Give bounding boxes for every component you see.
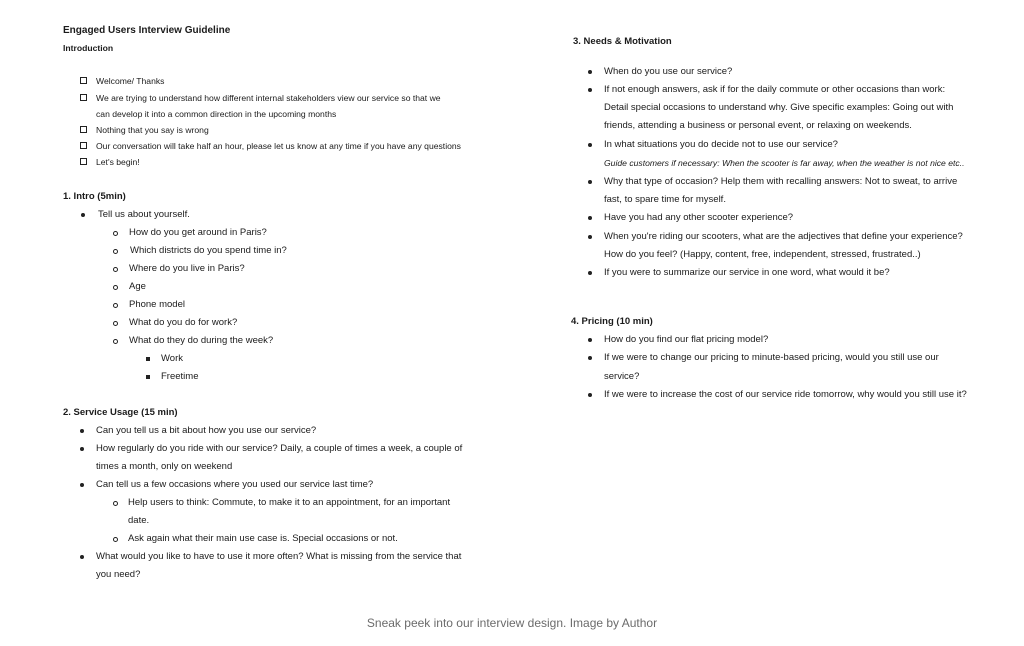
list-item: In what situations you do decide not to use our service? [604,139,838,150]
list-item: Can tell us a few occasions where you used our service last time? [96,479,374,490]
sub-sub-list-item: Freetime [161,371,199,382]
bullet-icon [80,447,84,451]
bullet-icon [588,393,592,397]
checkbox-icon [80,77,87,84]
circle-bullet-icon [113,303,118,308]
list-item: When do you use our service? [604,66,733,77]
bullet-icon [588,216,592,220]
sub-list-item: How do you get around in Paris? [129,227,267,238]
sub-sub-list-item: Work [161,353,183,364]
square-bullet-icon [146,375,150,379]
list-item-continued: you need? [96,569,141,580]
list-item-continued: service? [604,371,640,382]
checkbox-icon [80,94,87,101]
bullet-icon [588,271,592,275]
checklist-item: Welcome/ Thanks [96,76,165,86]
list-item: When you're riding our scooters, what are the adjectives that define your experience? [604,231,963,242]
introduction-heading: Introduction [63,43,114,53]
list-item-continued: friends, attending a business or personal event, or relaxing on weekends. [604,120,912,131]
list-item-continued: times a month, only on weekend [96,461,233,472]
checklist-item: Let's begin! [96,157,140,167]
list-item: Can you tell us a bit about how you use our service? [96,425,317,436]
checklist-item-continued: can develop it into a common direction in the upcoming months [96,109,337,119]
list-item-continued: How do you feel? (Happy, content, free, independent, stressed, frustrated..) [604,249,921,260]
list-item: If not enough answers, ask if for the daily commute or other occasions than work: [604,84,946,95]
list-item-continued: fast, to spare time for myself. [604,194,726,205]
bullet-icon [588,143,592,147]
circle-bullet-icon [113,267,118,272]
sub-list-item: Ask again what their main use case is. Special occasions or not. [128,533,398,544]
bullet-icon [80,429,84,433]
checkbox-icon [80,126,87,133]
section-heading-intro: 1. Intro (5min) [63,191,126,202]
list-item: Why that type of occasion? Help them with recalling answers: Not to sweat, to arrive [604,176,958,187]
bullet-icon [588,180,592,184]
bullet-icon [80,483,84,487]
sub-list-item: Where do you live in Paris? [129,263,245,274]
bullet-icon [588,88,592,92]
bullet-icon [588,235,592,239]
sub-list-item: What do you do for work? [129,317,238,328]
guidance-note: Guide customers if necessary: When the scooter is far away, when the weather is not nice etc.. [604,158,965,168]
list-item: Tell us about yourself. [98,209,190,220]
checklist-item: Our conversation will take half an hour, please let us know at any time if you have any questions [96,141,461,151]
list-item: Have you had any other scooter experience? [604,212,794,223]
checkbox-icon [80,142,87,149]
list-item: If we were to change our pricing to minute-based pricing, would you still use our [604,352,939,363]
circle-bullet-icon [113,285,118,290]
list-item: If we were to increase the cost of our service ride tomorrow, why would you still use it? [604,389,967,400]
circle-bullet-icon [113,501,118,506]
sub-list-item-continued: date. [128,515,150,526]
list-item: How do you find our flat pricing model? [604,334,769,345]
list-item-continued: Detail special occasions to understand why. Give specific examples: Going out with [604,102,954,113]
list-item: If you were to summarize our service in one word, what would it be? [604,267,890,278]
checkbox-icon [80,158,87,165]
circle-bullet-icon [113,339,118,344]
circle-bullet-icon [113,231,118,236]
section-heading-pricing: 4. Pricing (10 min) [571,316,653,327]
sub-list-item: Phone model [129,299,185,310]
list-item: How regularly do you ride with our service? Daily, a couple of times a week, a couple of [96,443,463,454]
sub-list-item: What do they do during the week? [129,335,274,346]
checklist-item: Nothing that you say is wrong [96,125,209,135]
bullet-icon [80,555,84,559]
image-caption: Sneak peek into our interview design. Image by Author [366,616,658,630]
bullet-icon [588,70,592,74]
list-item: What would you like to have to use it more often? What is missing from the service that [96,551,462,562]
section-heading-needs: 3. Needs & Motivation [573,36,672,47]
bullet-icon [81,213,85,217]
bullet-icon [588,338,592,342]
circle-bullet-icon [113,321,118,326]
section-heading-service-usage: 2. Service Usage (15 min) [63,407,178,418]
sub-list-item: Which districts do you spend time in? [130,245,287,256]
sub-list-item: Age [129,281,146,292]
square-bullet-icon [146,357,150,361]
checklist-item: We are trying to understand how different internal stakeholders view our service so that we [96,93,441,103]
sub-list-item: Help users to think: Commute, to make it to an appointment, for an important [128,497,451,508]
circle-bullet-icon [113,537,118,542]
bullet-icon [588,356,592,360]
circle-bullet-icon [113,249,118,254]
document-title: Engaged Users Interview Guideline [63,25,231,36]
